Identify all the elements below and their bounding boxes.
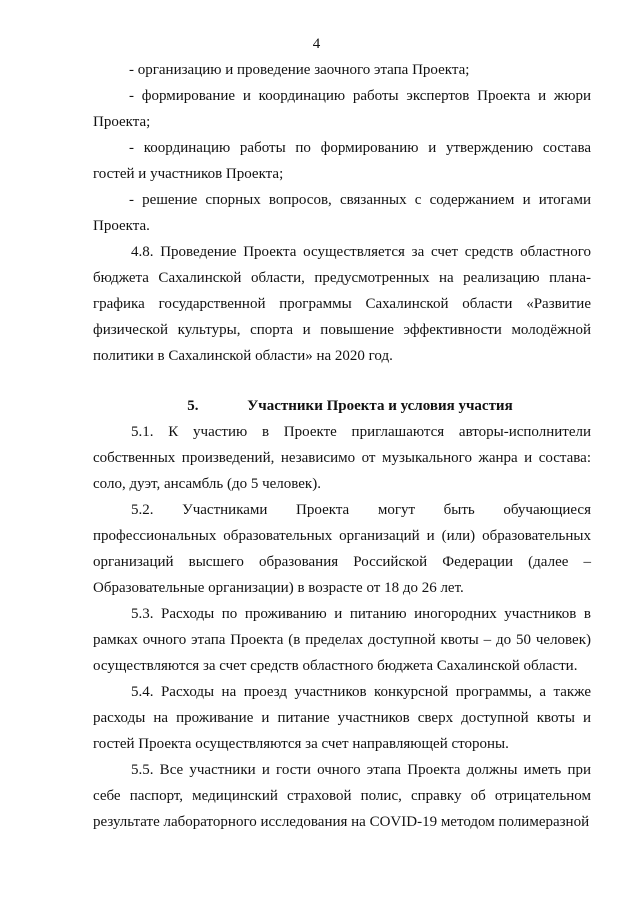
paragraph-5-3: 5.3. Расходы по проживанию и питанию иногородних участников в рамках очного этапа Проекта (в пределах доступной квоты – до 50 человек) осуществляются за счет средств областного бюджета Сахалинской области. <box>93 606 591 674</box>
list-item-experts: - формирование и координацию работы экспертов Проекта и жюри Проекта; <box>93 88 591 130</box>
section-heading <box>93 393 591 419</box>
list-item-coordination: - координацию работы по формированию и утверждению состава гостей и участников Проекта; <box>93 140 591 182</box>
paragraph-5-1: 5.1. К участию в Проекте приглашаются авторы-исполнители собственных произведений, независимо от музыкального жанра и состава: соло, дуэт, ансамбль (до 5 человек). <box>93 424 591 492</box>
paragraph-5-2: 5.2. Участниками Проекта могут быть обучающиеся профессиональных образовательных организаций и (или) образовательных организаций высшего образования Российской Федерации (далее – Образовательные организации) в возрасте от 18 до 26 лет. <box>93 502 591 596</box>
paragraph-5-5: 5.5. Все участники и гости очного этапа Проекта должны иметь при себе паспорт, медицинский страховой полис, справку об отрицательном результате лабораторного исследования на COVID-19 методом полимеразной <box>93 762 591 830</box>
list-item-organization: - организацию и проведение заочного этапа Проекта; <box>129 62 470 78</box>
list-item-disputes: - решение спорных вопросов, связанных с содержанием и итогами Проекта. <box>93 192 591 234</box>
paragraph-4-8: 4.8. Проведение Проекта осуществляется за счет средств областного бюджета Сахалинской области, предусмотренных на реализацию плана-графика государственной программы Сахалинской области «Развитие физической культуры, спорта и повышение эффективности молодёжной политики в Сахалинской области» на 2020 год. <box>93 244 591 364</box>
section-spacer <box>93 369 591 393</box>
section-number: 5. <box>187 398 199 414</box>
paragraph-5-4: 5.4. Расходы на проезд участников конкурсной программы, а также расходы на проживание и питание участников сверх доступной квоты и гостей Проекта осуществляются за счет направляющей стороны. <box>93 684 591 752</box>
page-number: 4 <box>312 36 321 52</box>
document-body <box>93 57 591 835</box>
section-title: Участники Проекта и условия участия <box>247 398 513 414</box>
